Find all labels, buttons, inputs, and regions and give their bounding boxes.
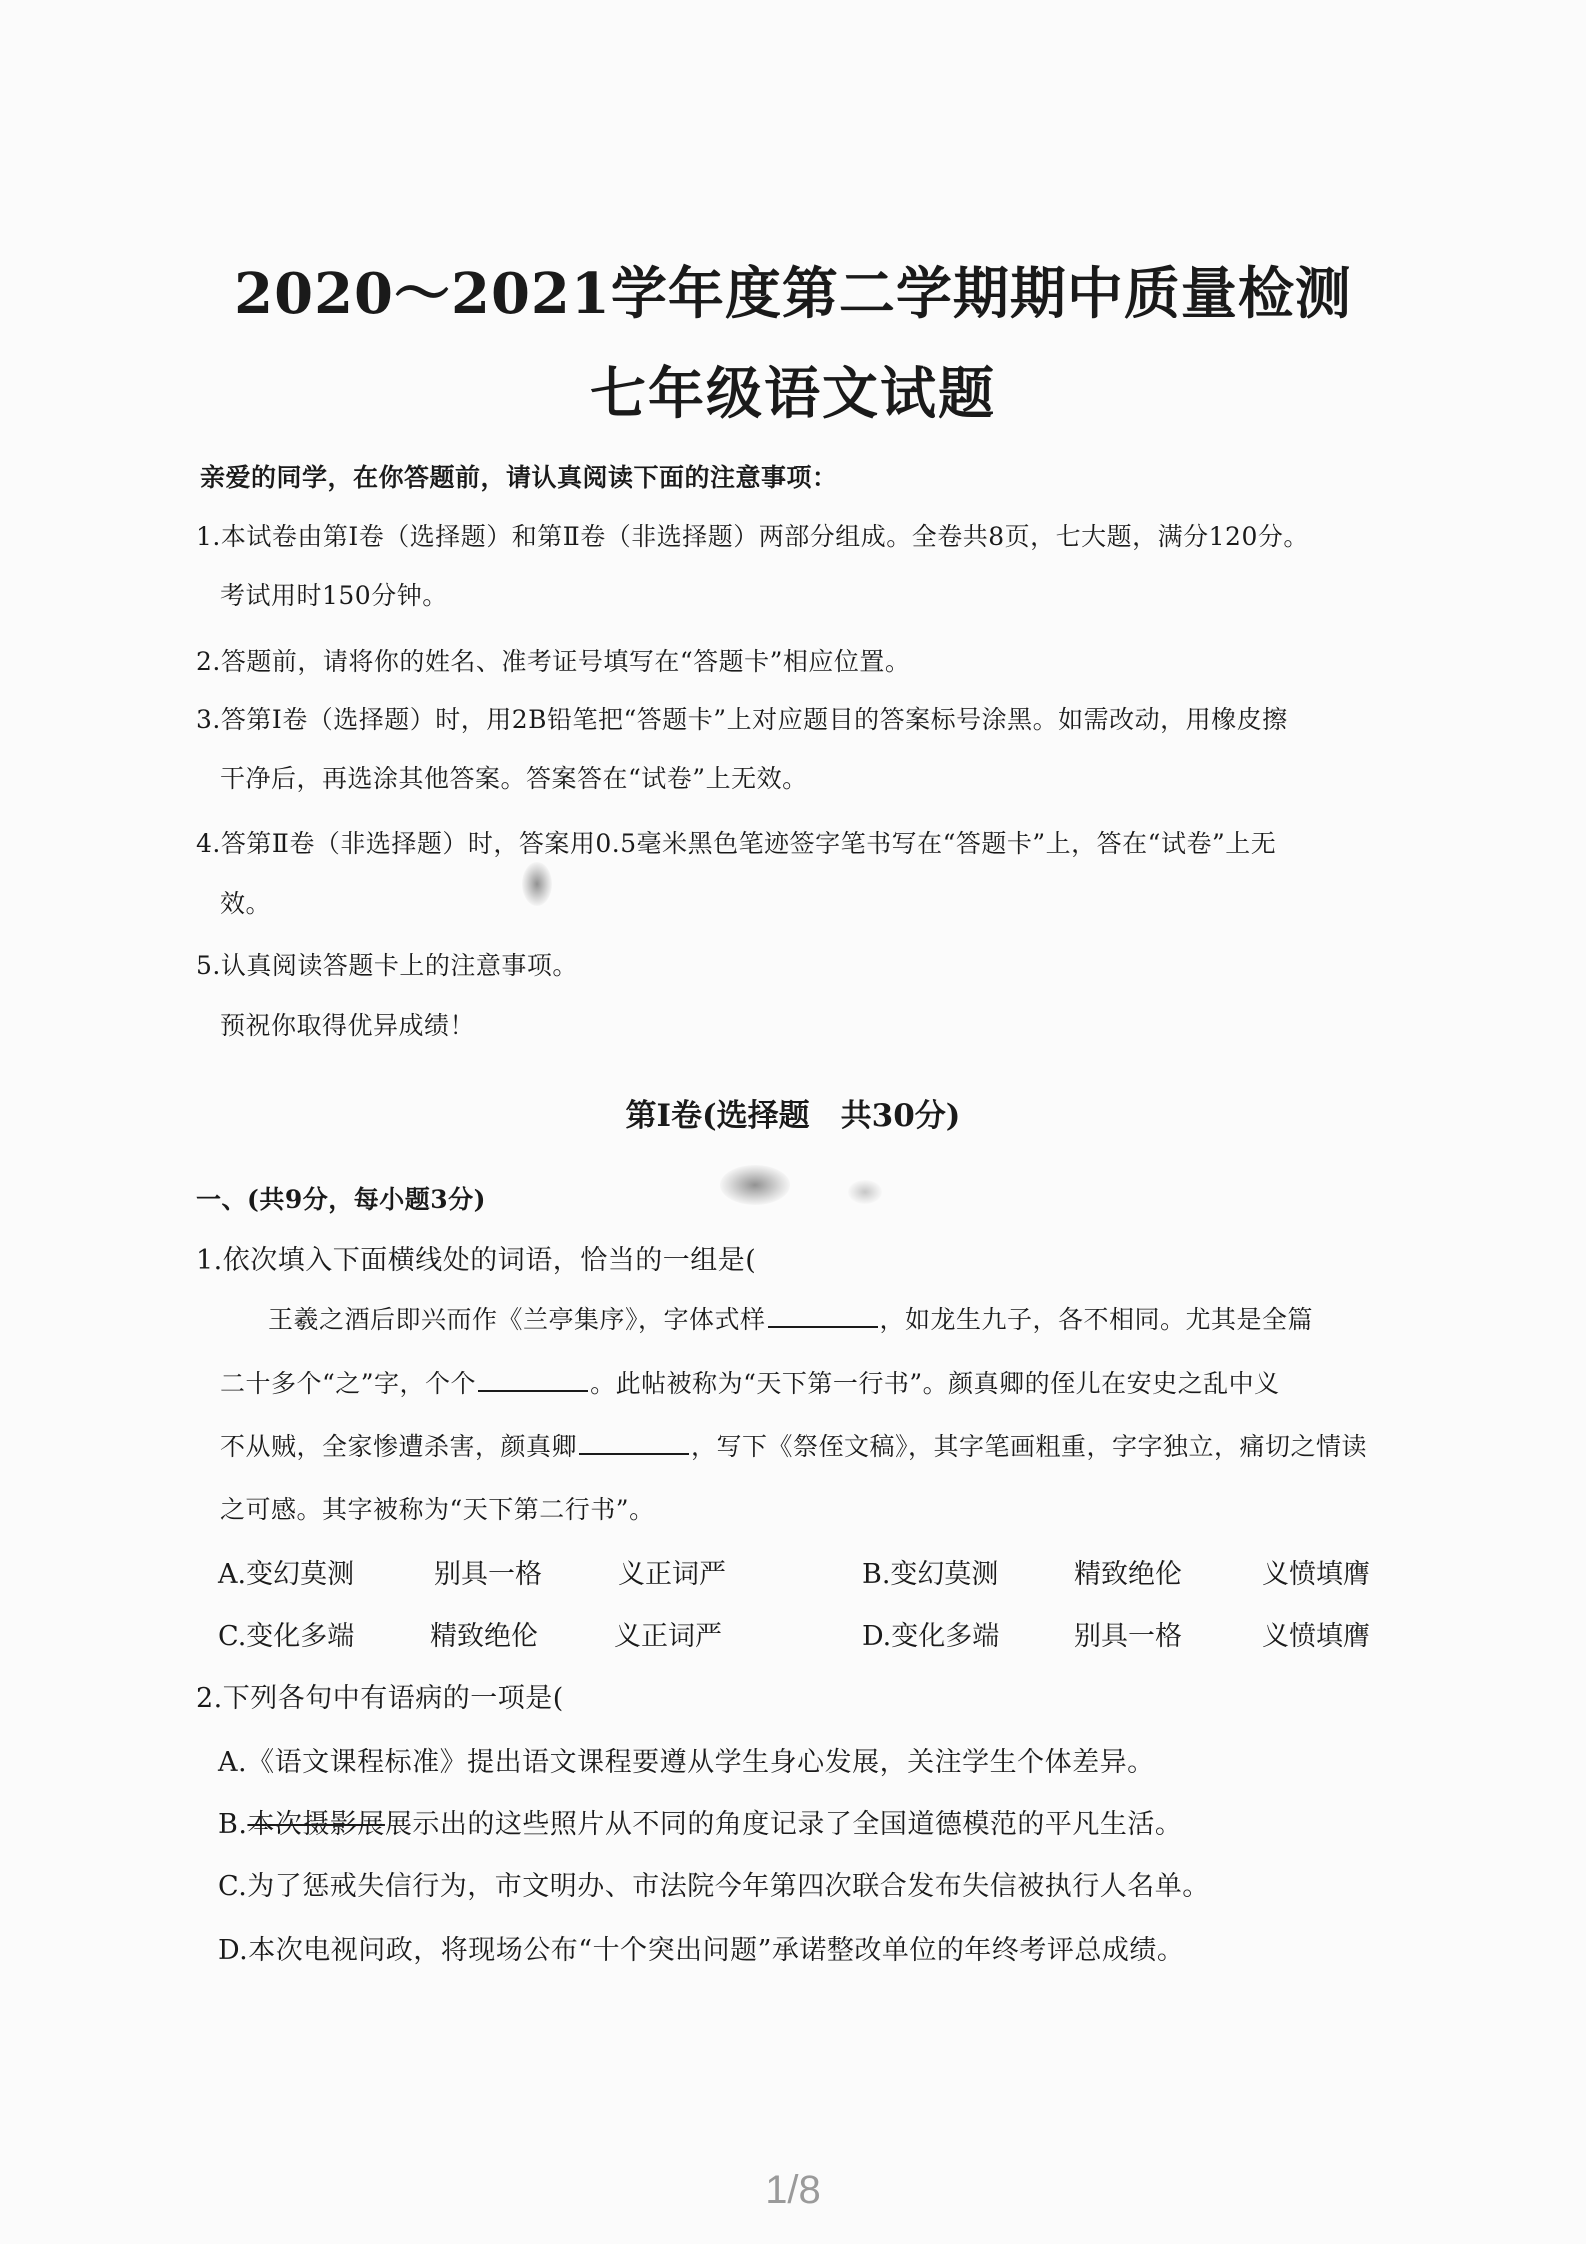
question-1-passage-line3 (220, 1427, 1367, 1463)
page-indicator: 1/8 (765, 2168, 821, 2212)
passage-text: 。此帖被称为“天下第一行书”。颜真卿的侄儿在安史之乱中义 (590, 1369, 1280, 1398)
question-1-passage-line4: 之可感。其字被称为“天下第二行书”。 (220, 1495, 655, 1524)
instruction-item-1: 1.本试卷由第Ⅰ卷（选择题）和第Ⅱ卷（非选择题）两部分组成。全卷共8页，七大题，满分120分。 (196, 522, 1309, 551)
option-d-word1: D.变化多端 (862, 1621, 1000, 1652)
scan-smudge (720, 1165, 790, 1205)
instruction-item-5: 5.认真阅读答题卡上的注意事项。 (196, 951, 578, 980)
option-b-struck-text: 本次摄影展 (247, 1809, 385, 1840)
question-1-stem: 1.依次填入下面横线处的词语，恰当的一组是( (196, 1245, 757, 1276)
question-2-stem: 2.下列各句中有语病的一项是( (196, 1683, 564, 1714)
question-2-option-c: C.为了惩戒失信行为，市文明办、市法院今年第四次联合发布失信被执行人名单。 (218, 1871, 1210, 1902)
passage-text: ，如龙生九子，各不相同。尤其是全篇 (879, 1305, 1314, 1334)
instruction-item-4-cont: 效。 (220, 889, 272, 918)
scan-smudge (848, 1180, 882, 1204)
option-c-word2: 精致绝伦 (430, 1621, 538, 1652)
instruction-item-4: 4.答第Ⅱ卷（非选择题）时，答案用0.5毫米黑色笔迹签字笔书写在“答题卡”上，答在“试卷”上无 (196, 829, 1277, 858)
instructions-intro: 亲爱的同学，在你答题前，请认真阅读下面的注意事项： (200, 463, 838, 492)
section-title: 第Ⅰ卷(选择题 共30分) (625, 1098, 961, 1134)
answer-blank (768, 1302, 878, 1328)
passage-text: ，写下《祭侄文稿》，其字笔画粗重，字字独立，痛切之情读 (691, 1432, 1368, 1461)
passage-text: 不从贼，全家惨遭杀害，颜真卿 (220, 1432, 578, 1461)
question-2-option-a: A.《语文课程标准》提出语文课程要遵从学生身心发展，关注学生个体差异。 (218, 1747, 1155, 1778)
question-1-options-row1 (218, 1552, 1418, 1588)
option-c-word1: C.变化多端 (218, 1621, 355, 1652)
option-d-word2: 别具一格 (1074, 1621, 1182, 1652)
question-2-option-d: D.本次电视问政，将现场公布“十个突出问题”承诺整改单位的年终考评总成绩。 (218, 1935, 1185, 1966)
passage-text: 王羲之酒后即兴而作《兰亭集序》，字体式样 (268, 1305, 766, 1334)
instruction-item-2: 2.答题前，请将你的姓名、准考证号填写在“答题卡”相应位置。 (196, 647, 911, 676)
option-b-text: 展示出的这些照片从不同的角度记录了全国道德模范的平凡生活。 (384, 1809, 1183, 1840)
option-b-word2: 精致绝伦 (1074, 1559, 1182, 1590)
part-header: 一、(共9分，每小题3分) (196, 1185, 486, 1214)
exam-title-line1: 2020～2021学年度第二学期期中质量检测 (234, 261, 1352, 327)
passage-text: 二十多个“之”字，个个 (220, 1369, 477, 1398)
option-c-word3: 义正词严 (614, 1621, 722, 1652)
option-b-word3: 义愤填膺 (1262, 1559, 1370, 1590)
question-2-option-b (218, 1802, 1182, 1841)
option-a-word3: 义正词严 (618, 1559, 726, 1590)
question-1-passage-line2 (220, 1364, 1280, 1400)
instruction-item-1-cont: 考试用时150分钟。 (220, 581, 448, 610)
instruction-wish: 预祝你取得优异成绩！ (220, 1011, 476, 1040)
question-1-passage-line1 (268, 1300, 1313, 1336)
question-1-options-row2 (218, 1614, 1418, 1650)
instruction-item-3-cont: 干净后，再选涂其他答案。答案答在“试卷”上无效。 (220, 764, 808, 793)
option-b-word1: B.变幻莫测 (862, 1559, 999, 1590)
answer-blank (478, 1366, 588, 1392)
scan-smudge (522, 862, 552, 906)
exam-title-line2: 七年级语文试题 (590, 361, 996, 427)
option-a-word1: A.变幻莫测 (218, 1559, 355, 1590)
option-d-word3: 义愤填膺 (1262, 1621, 1370, 1652)
option-b-prefix: B. (218, 1809, 248, 1840)
option-a-word2: 别具一格 (434, 1559, 542, 1590)
instruction-item-3: 3.答第Ⅰ卷（选择题）时，用2B铅笔把“答题卡”上对应题目的答案标号涂黑。如需改动，用橡皮擦 (196, 705, 1288, 734)
answer-blank (579, 1429, 689, 1455)
